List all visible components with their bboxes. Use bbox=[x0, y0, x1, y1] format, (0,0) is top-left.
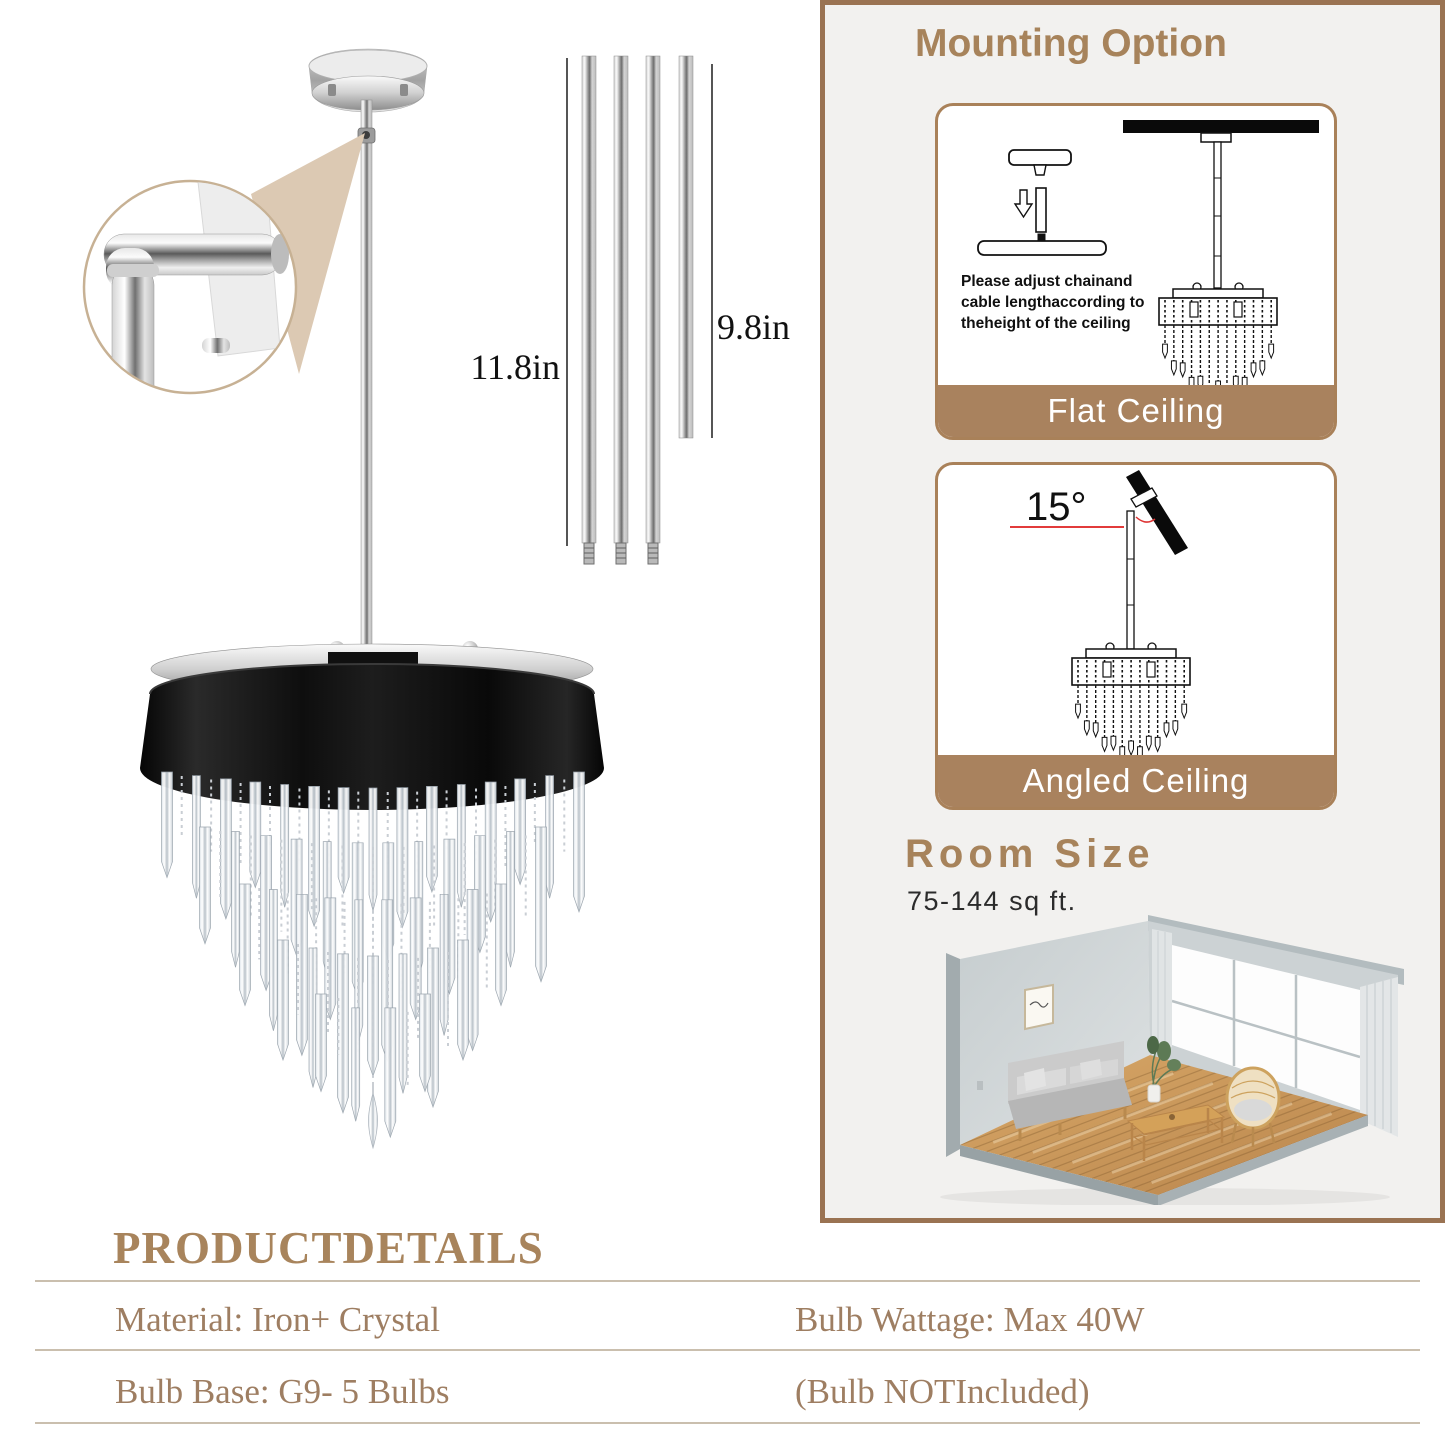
hanging-rod bbox=[361, 100, 372, 652]
angled-ceiling-label: Angled Ceiling bbox=[938, 755, 1334, 807]
crystal-finial bbox=[368, 1093, 377, 1148]
divider-line-3 bbox=[35, 1422, 1420, 1424]
rod-length-label-short: 9.8in bbox=[717, 307, 791, 347]
chandelier-product-art bbox=[0, 0, 820, 1200]
angle-value: 15° bbox=[1026, 485, 1087, 529]
curtain-right bbox=[1360, 977, 1398, 1137]
detail-bulb-base: Bulb Base: G9- 5 Bulbs bbox=[115, 1372, 450, 1411]
down-rods bbox=[582, 56, 693, 564]
adjust-note-line2: cable lengthaccording to bbox=[961, 294, 1145, 311]
divider-line-1 bbox=[35, 1280, 1420, 1282]
adjust-note-line3: theheight of the ceiling bbox=[961, 315, 1131, 332]
divider-line-2 bbox=[35, 1349, 1420, 1351]
detail-bulb-not-included: (Bulb NOTIncluded) bbox=[795, 1372, 1090, 1411]
rod-length-label-long: 11.8in bbox=[470, 347, 560, 387]
product-details-heading: PRODUCTDETAILS bbox=[113, 1223, 544, 1273]
chandelier bbox=[140, 641, 604, 1148]
detail-material: Material: Iron+ Crystal bbox=[115, 1300, 440, 1339]
rattan-chair bbox=[1227, 1068, 1279, 1147]
angled-ceiling-diagram bbox=[938, 465, 1334, 761]
flat-ceiling-diagram bbox=[938, 106, 1334, 391]
mounting-option-title: Mounting Option bbox=[915, 22, 1227, 65]
mini-chandelier-angled bbox=[1072, 643, 1190, 761]
adjust-note-line1: Please adjust chainand bbox=[961, 273, 1133, 290]
flat-ceiling-label: Flat Ceiling bbox=[938, 385, 1334, 437]
room-render bbox=[920, 905, 1445, 1205]
room-size-title: Room Size bbox=[905, 832, 1155, 876]
angled-ceiling-card bbox=[935, 462, 1337, 810]
detail-bulb-wattage: Bulb Wattage: Max 40W bbox=[795, 1300, 1145, 1339]
bracket-diagram bbox=[978, 150, 1106, 255]
adjust-note bbox=[961, 271, 1186, 334]
picture-frame bbox=[1025, 985, 1053, 1029]
zoom-detail-circle bbox=[84, 176, 296, 406]
flat-ceiling-card bbox=[935, 103, 1337, 440]
room-size-value: 75-144 sq ft. bbox=[907, 886, 1077, 916]
curtain-left bbox=[1152, 929, 1172, 1055]
sloped-ceiling-bar bbox=[1126, 470, 1188, 555]
